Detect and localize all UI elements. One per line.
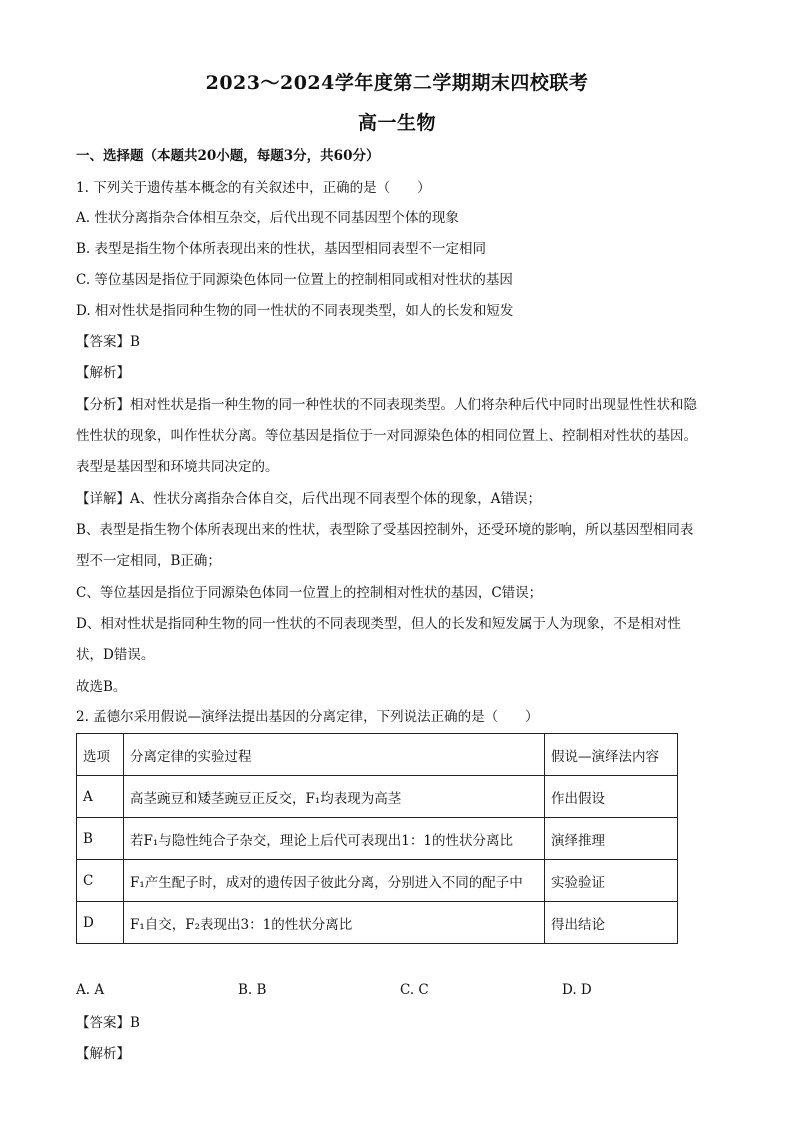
- table-cell: 得出结论: [545, 902, 678, 944]
- q2-answer: 【答案】B: [76, 1015, 140, 1031]
- table-header-cell: 选项: [77, 734, 124, 776]
- table-cell: F₁产生配子时，成对的遗传因子彼此分离，分别进入不同的配子中: [124, 860, 545, 902]
- table-cell: F₁自交，F₂表现出3：1的性状分离比: [124, 902, 545, 944]
- q2-option-d: D. D: [562, 982, 592, 998]
- q1-analysis-line: 表型是基因型和环境共同决定的。: [76, 459, 279, 475]
- table-cell: D: [77, 902, 124, 944]
- q1-analysis-line: 型不一定相同，B正确；: [76, 553, 221, 569]
- exam-title: 2023～2024学年度第二学期期末四校联考: [205, 72, 589, 94]
- q1-analysis-label: 【解析】: [76, 365, 130, 381]
- table-row: [77, 902, 678, 944]
- q2-option-a: A. A: [76, 982, 105, 998]
- table-cell: B: [77, 818, 124, 860]
- q1-option-c: C. 等位基因是指位于同源染色体同一位置上的控制相同或相对性状的基因: [76, 272, 513, 288]
- q2-analysis-label: 【解析】: [76, 1046, 130, 1062]
- q1-analysis-line: 【详解】A、性状分离指杂合体自交，后代出现不同表型个体的现象，A错误；: [76, 491, 541, 507]
- table-row: [77, 776, 678, 818]
- q1-option-b: B. 表型是指生物个体所表现出来的性状，基因型相同表型不一定相同: [76, 241, 487, 257]
- section-heading: 一、选择题（本题共20小题，每题3分，共60分）: [76, 148, 380, 164]
- q2-stem: 2. 孟德尔采用假说—演绎法提出基因的分离定律，下列说法正确的是（ ）: [76, 709, 539, 725]
- table-header-cell: 分离定律的实验过程: [124, 734, 545, 776]
- table-cell: 作出假设: [545, 776, 678, 818]
- q2-table: [76, 733, 678, 944]
- q1-analysis-line: C、等位基因是指位于同源染色体同一位置上的控制相对性状的基因，C错误；: [76, 585, 543, 601]
- q1-analysis-line: 状，D错误。: [76, 647, 155, 663]
- table-row: [77, 818, 678, 860]
- table-row: [77, 860, 678, 902]
- table-header-row: [77, 734, 678, 776]
- table-cell: 若F₁与隐性纯合子杂交，理论上后代可表现出1：1的性状分离比: [124, 818, 545, 860]
- q1-stem: 1. 下列关于遗传基本概念的有关叙述中，正确的是（ ）: [76, 180, 431, 196]
- q1-analysis-line: 故选B。: [76, 679, 127, 695]
- q1-analysis-line: 性性状的现象，叫作性状分离。等位基因是指位于一对同源染色体的相同位置上、控制相对性状的基因。: [76, 428, 697, 444]
- q1-option-a: A. 性状分离指杂合体相互杂交，后代出现不同基因型个体的现象: [76, 210, 459, 226]
- table-cell: C: [77, 860, 124, 902]
- subject-title: 高一生物: [357, 112, 436, 134]
- q1-analysis-line: 【分析】相对性状是指一种生物的同一种性状的不同表现类型。人们将杂种后代中同时出现显性性状和隐: [76, 397, 697, 413]
- table-cell: 实验验证: [545, 860, 678, 902]
- table-cell: 高茎豌豆和矮茎豌豆正反交，F₁均表现为高茎: [124, 776, 545, 818]
- q1-analysis-line: D、相对性状是指同种生物的同一性状的不同表现类型，但人的长发和短发属于人为现象，不是相对性: [76, 616, 681, 632]
- table-cell: A: [77, 776, 124, 818]
- q1-analysis-line: B、表型是指生物个体所表现出来的性状，表型除了受基因控制外，还受环境的影响，所以基因型相同表: [76, 522, 694, 538]
- q2-option-b: B. B: [238, 982, 267, 998]
- q1-answer: 【答案】B: [76, 334, 140, 350]
- table-header-cell: 假说—演绎法内容: [545, 734, 678, 776]
- q1-option-d: D. 相对性状是指同种生物的同一性状的不同表现类型，如人的长发和短发: [76, 303, 514, 319]
- table-cell: 演绎推理: [545, 818, 678, 860]
- q2-option-c: C. C: [400, 982, 429, 998]
